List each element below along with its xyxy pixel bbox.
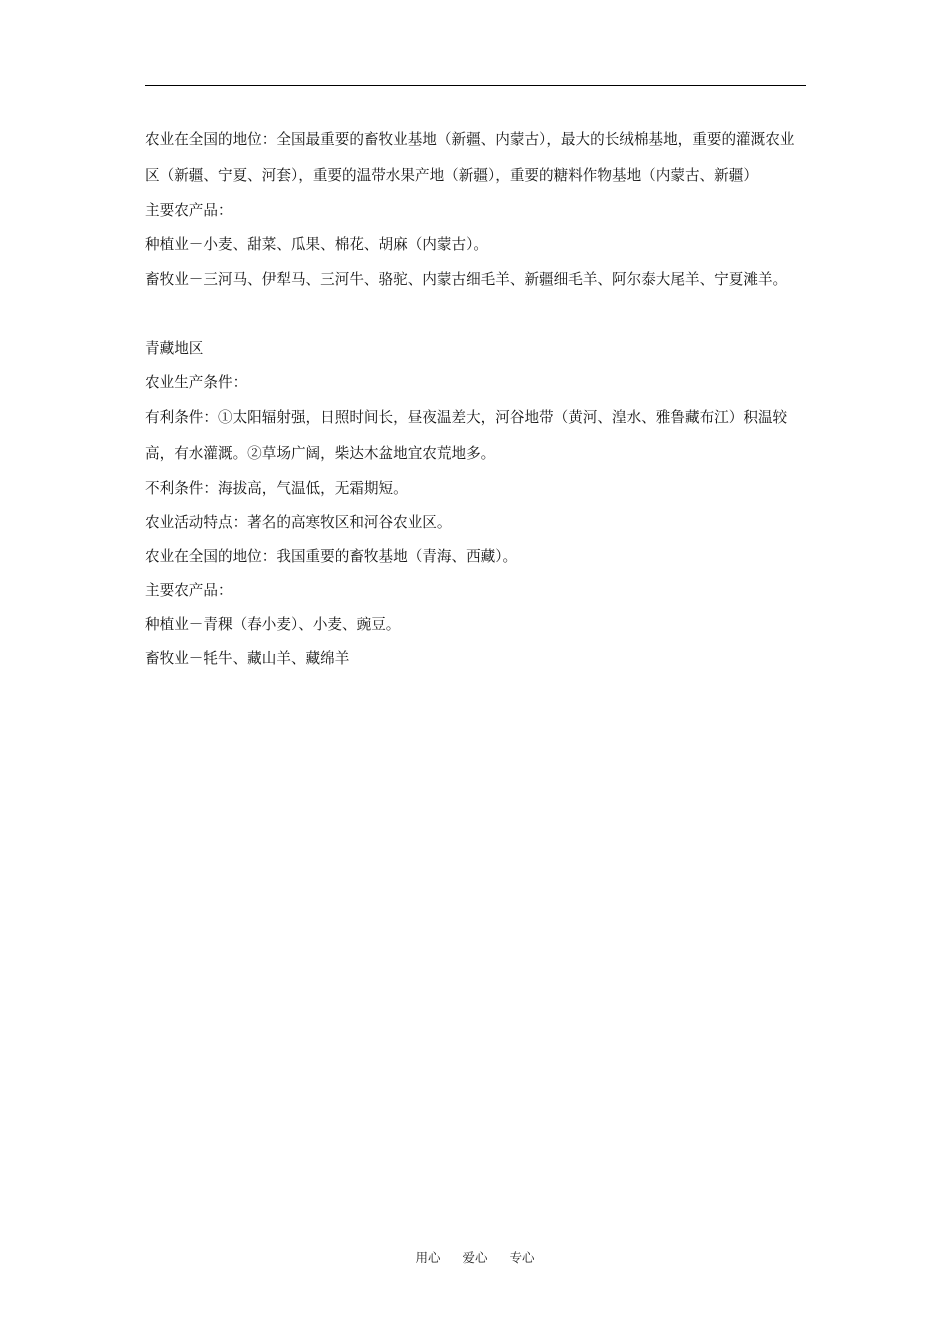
conditions-heading: 农业生产条件： xyxy=(145,374,248,391)
northwest-agri-status: 农业在全国的地位：全国最重要的畜牧业基地（新疆、内蒙古），最大的长绒棉基地，重要的灌溉农业区（新疆、宁夏、河套），重要的温带水果产地（新疆），重要的糖料作物基地（内蒙古、新疆） xyxy=(145,131,795,184)
qinghai-tibet-products-heading: 主要农产品： xyxy=(145,582,233,599)
northwest-products-heading: 主要农产品： xyxy=(145,202,233,219)
qinghai-tibet-crops: 种植业－青稞（春小麦）、小麦、豌豆。 xyxy=(145,616,401,633)
section-gap xyxy=(145,298,809,332)
footer-word: 爱心 xyxy=(462,1250,488,1265)
document-body xyxy=(145,122,809,676)
northwest-crops: 种植业－小麦、甜菜、瓜果、棉花、胡麻（内蒙古）。 xyxy=(145,236,488,253)
qinghai-tibet-agri-status: 农业在全国的地位：我国重要的畜牧基地（青海、西藏）。 xyxy=(145,548,518,565)
header-rule xyxy=(145,85,806,86)
footer-word: 专心 xyxy=(509,1250,535,1265)
unfavorable-conditions: 不利条件：海拔高，气温低，无霜期短。 xyxy=(145,480,408,497)
page-footer xyxy=(0,1248,950,1266)
favorable-conditions: 有利条件：①太阳辐射强，日照时间长，昼夜温差大，河谷地带（黄河、湟水、雅鲁藏布江）积温较高，有水灌溉。②草场广阔，柴达木盆地宜农荒地多。 xyxy=(145,409,788,462)
region-title: 青藏地区 xyxy=(145,340,204,357)
agri-features: 农业活动特点：著名的高寒牧区和河谷农业区。 xyxy=(145,514,452,531)
footer-word: 用心 xyxy=(415,1250,441,1265)
qinghai-tibet-livestock: 畜牧业－牦牛、藏山羊、藏绵羊 xyxy=(145,650,350,667)
northwest-livestock: 畜牧业－三河马、伊犁马、三河牛、骆驼、内蒙古细毛羊、新疆细毛羊、阿尔泰大尾羊、宁夏滩羊。 xyxy=(145,271,788,288)
